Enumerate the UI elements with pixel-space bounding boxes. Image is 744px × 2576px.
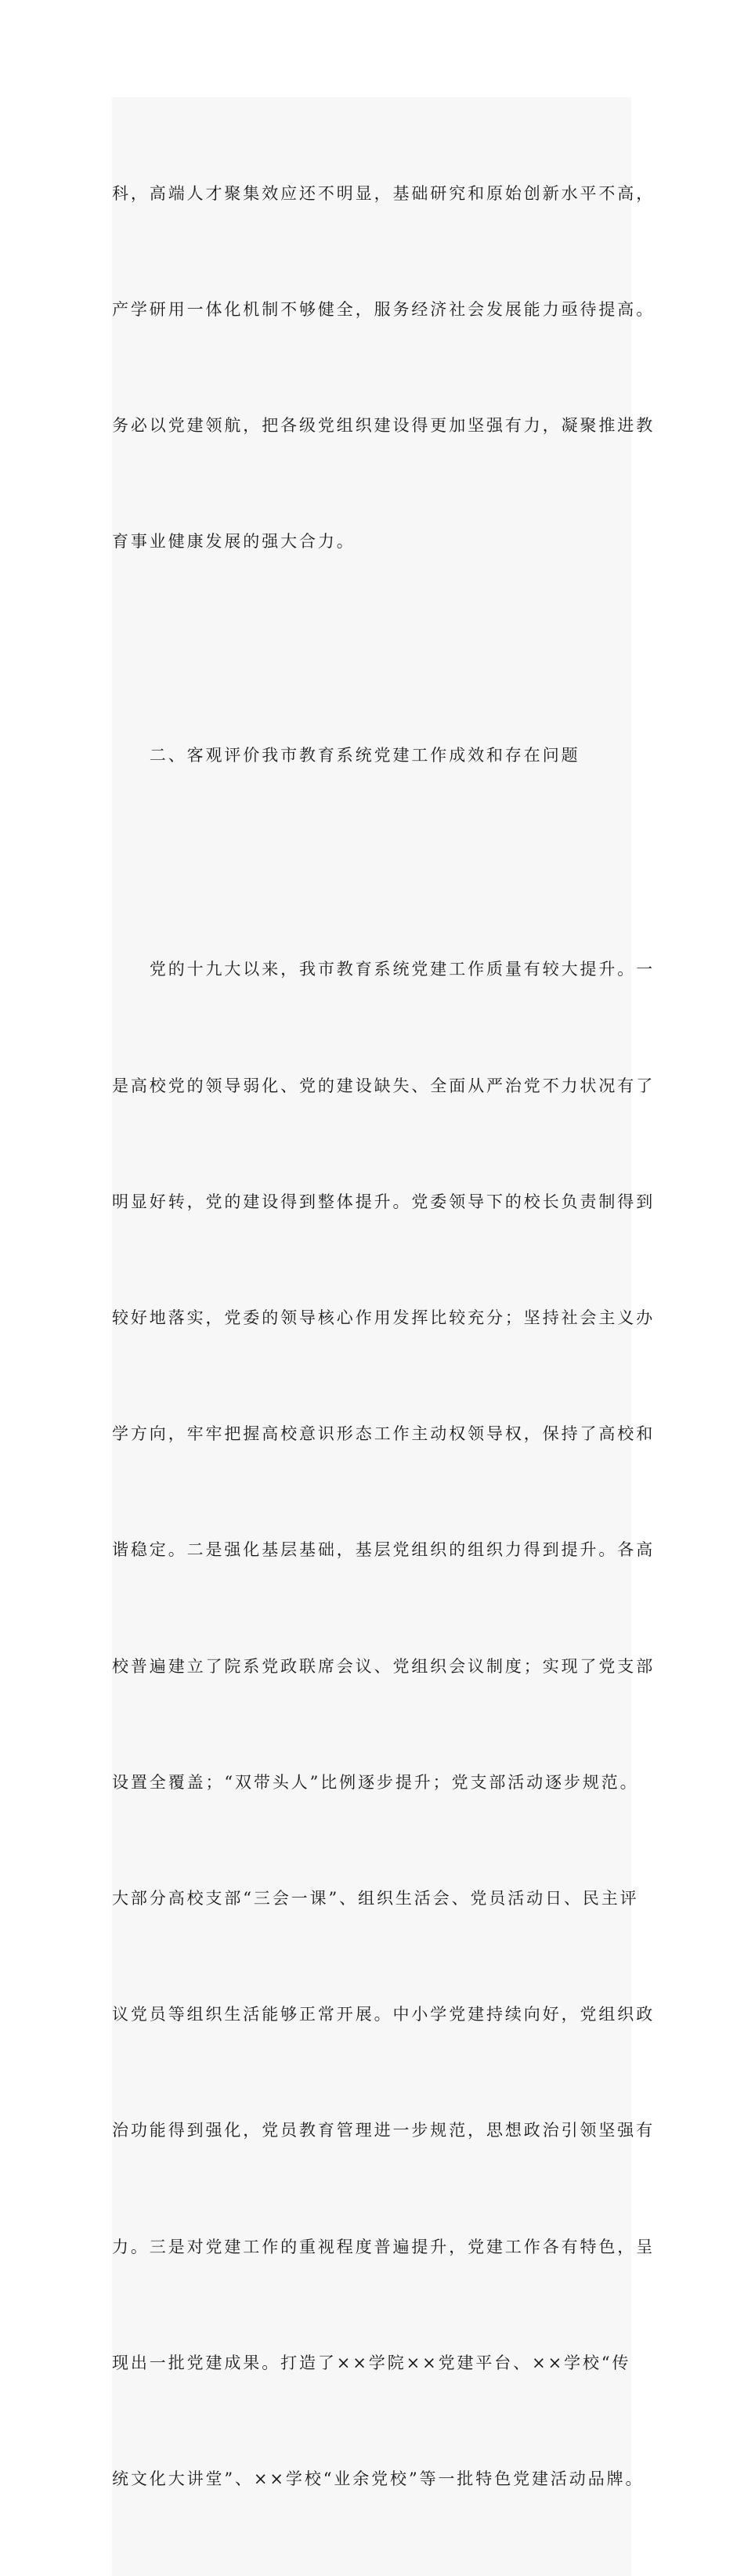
text-line: 力。三是对党建工作的重视程度普遍提升，党建工作各有特色，呈: [112, 2237, 656, 2256]
text-line: 是高校党的领导弱化、党的建设缺失、全面从严治党不力状况有了: [112, 1076, 656, 1095]
paragraph-2: [112, 874, 656, 2576]
text-line: 校普遍建立了院系党政联席会议、党组织会议制度；实现了党支部: [112, 1656, 656, 1676]
text-line: 大部分高校支部“三会一课”、组织生活会、党员活动日、民主评: [112, 1889, 639, 1908]
text-line: 治功能得到强化，党员教育管理进一步规范，思想政治引领坚强有: [112, 2121, 656, 2140]
heading-text: 二、客观评价我市教育系统党建工作成效和存在问题: [112, 746, 580, 765]
document-body: [112, 97, 656, 2576]
text-line: 育事业健康发展的强大合力。: [112, 532, 356, 552]
text-line: 明显好转，党的建设得到整体提升。党委领导下的校长负责制得到: [112, 1192, 656, 1211]
text-line: 较好地落实，党委的领导核心作用发挥比较充分；坚持社会主义办: [112, 1308, 656, 1328]
text-line: 学方向，牢牢把握高校意识形态工作主动权领导权，保持了高校和: [112, 1424, 656, 1444]
text-line: 党的十九大以来，我市教育系统党建工作质量有较大提升。一: [112, 960, 656, 979]
text-line: 科，高端人才聚集效应还不明显，基础研究和原始创新水平不高，: [112, 183, 656, 203]
text-line: 设置全覆盖；“双带头人”比例逐步提升；党支部活动逐步规范。: [112, 1772, 639, 1792]
paragraph-1: [112, 97, 656, 639]
text-line: 务必以党建领航，把各级党组织建设得更加坚强有力，凝聚推进教: [112, 416, 656, 436]
section-heading: [112, 660, 631, 853]
text-line: 现出一批党建成果。打造了××学院××党建平台、××学校“传: [112, 2353, 631, 2372]
text-line: 产学研用一体化机制不够健全，服务经济社会发展能力亟待提高。: [112, 300, 656, 320]
paragraph-spacer: [112, 853, 631, 874]
paragraph-spacer: [112, 639, 631, 660]
text-line: 谐稳定。二是强化基层基础，基层党组织的组织力得到提升。各高: [112, 1540, 656, 1560]
text-line: 统文化大讲堂”、××学校“业余党校”等一批特色党建活动品牌。: [112, 2469, 645, 2489]
text-line: 议党员等组织生活能够正常开展。中小学党建持续向好，党组织政: [112, 2005, 656, 2024]
